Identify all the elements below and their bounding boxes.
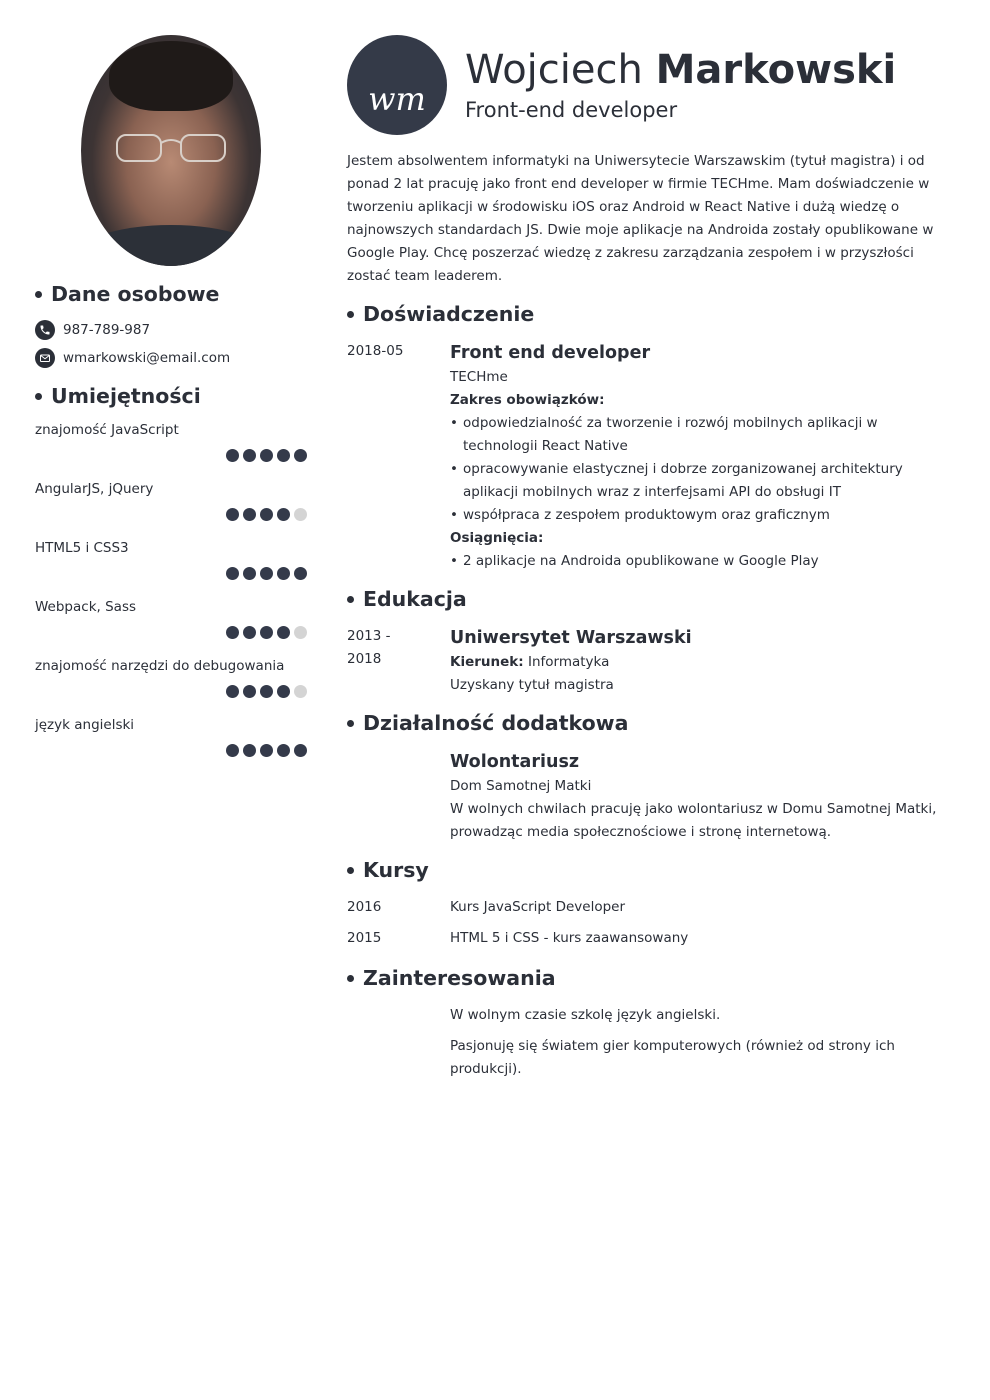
profile-photo [81, 35, 261, 266]
skill-item [35, 599, 307, 658]
rating-dot-filled [294, 567, 307, 580]
duties-label: Zakres obowiązków: [450, 392, 605, 408]
summary: Jestem absolwentem informatyki na Uniwersytecie Warszawskim (tytuł magistra) i od ponad 2 lat pracuję jako front end developer w firmie TECHme. Mam doświadczenie w tworzeniu aplikacji w środowisku iOS oraz Android w React Native i dużą wiedzę o najnowszych standardach JS. Dwie moje aplikacje na Androida zostały opublikowane w Google Play. Chcę poszerzać wiedzę z zakresu zarządzania zespołem i w przyszłości zostać team leaderem. [347, 153, 934, 284]
course-year: 2016 [347, 899, 382, 915]
skill-rating [222, 744, 307, 757]
rating-dot-filled [277, 626, 290, 639]
activity-heading: Działalność dodatkowa [347, 711, 955, 735]
envelope-icon [35, 348, 55, 368]
rating-dot-filled [243, 685, 256, 698]
interest-text: W wolnym czasie szkolę język angielski. [450, 1007, 721, 1023]
phone-row [35, 316, 307, 344]
skills-list [35, 422, 307, 776]
courses-heading: Kursy [347, 858, 955, 882]
list-item: • 2 aplikacje na Androida opublikowane w Google Play [450, 550, 955, 573]
rating-dot-filled [260, 508, 273, 521]
rating-dot-filled [277, 449, 290, 462]
rating-dot-filled [226, 567, 239, 580]
header [347, 35, 955, 135]
rating-dot-filled [243, 626, 256, 639]
rating-dot-empty [294, 685, 307, 698]
interests-heading: Zainteresowania [347, 966, 955, 990]
rating-dot-filled [243, 567, 256, 580]
skill-name: język angielski [35, 717, 135, 733]
education-date: 2013 - 2018 [347, 628, 391, 667]
monogram-logo: wm [347, 35, 447, 135]
rating-dot-filled [277, 685, 290, 698]
first-name: Wojciech [465, 47, 643, 93]
rating-dot-filled [226, 449, 239, 462]
experience-company: TECHme [450, 369, 508, 385]
course-name: HTML 5 i CSS - kurs zaawansowany [450, 930, 689, 946]
education-entry [347, 625, 955, 697]
course-year: 2015 [347, 930, 382, 946]
experience-title: Front end developer [450, 343, 651, 363]
skill-item [35, 658, 307, 717]
rating-dot-filled [243, 508, 256, 521]
rating-dot-filled [260, 744, 273, 757]
rating-dot-filled [260, 449, 273, 462]
rating-dot-filled [243, 449, 256, 462]
skill-item [35, 717, 307, 776]
rating-dot-filled [277, 508, 290, 521]
rating-dot-filled [260, 567, 273, 580]
achievements-list [450, 550, 955, 573]
degree: Uzyskany tytuł magistra [450, 677, 614, 693]
rating-dot-filled [243, 744, 256, 757]
rating-dot-filled [277, 744, 290, 757]
rating-dot-filled [226, 626, 239, 639]
rating-dot-filled [294, 449, 307, 462]
experience-date: 2018-05 [347, 343, 404, 359]
interest-entry [347, 1035, 955, 1081]
personal-heading: Dane osobowe [35, 282, 307, 306]
rating-dot-empty [294, 626, 307, 639]
phone-icon [35, 320, 55, 340]
email-row [35, 344, 307, 372]
rating-dot-filled [226, 685, 239, 698]
experience-entry [347, 340, 955, 573]
skill-name: znajomość JavaScript [35, 422, 179, 438]
skill-rating [222, 626, 307, 639]
list-item: • opracowywanie elastycznej i dobrze zorganizowanej architektury aplikacji mobilnych wraz z interfejsami API do obsługi IT [450, 458, 955, 504]
email-text: wmarkowski@email.com [63, 350, 231, 366]
skill-name: Webpack, Sass [35, 599, 137, 615]
list-item: • współpraca z zespołem produktowym oraz graficznym [450, 504, 955, 527]
rating-dot-filled [260, 685, 273, 698]
activity-place: Dom Samotnej Matki [450, 778, 592, 794]
skills-heading: Umiejętności [35, 384, 307, 408]
sidebar [35, 35, 307, 776]
list-item: • odpowiedzialność za tworzenie i rozwój mobilnych aplikacji w technologii React Native [450, 412, 955, 458]
skill-name: znajomość narzędzi do debugowania [35, 658, 285, 674]
achievements-label: Osiągnięcia: [450, 530, 544, 546]
job-title: Front-end developer [465, 98, 678, 122]
last-name: Markowski [655, 47, 897, 93]
interest-text: Pasjonuję się światem gier komputerowych (również od strony ich produkcji). [450, 1038, 895, 1077]
interest-entry [347, 1004, 955, 1027]
skill-item [35, 422, 307, 481]
rating-dot-filled [277, 567, 290, 580]
skill-rating [222, 685, 307, 698]
skill-item [35, 540, 307, 599]
course-entry [347, 927, 955, 950]
field-of-study: Kierunek: Informatyka [450, 654, 610, 670]
phone-text: 987-789-987 [63, 322, 151, 338]
full-name [465, 48, 896, 92]
school-name: Uniwersytet Warszawski [450, 628, 692, 648]
activity-description: W wolnych chwilach pracuję jako wolontariusz w Domu Samotnej Matki, prowadząc media społecznościowe i stronę internetową. [450, 801, 937, 840]
rating-dot-filled [260, 626, 273, 639]
skill-rating [222, 508, 307, 521]
rating-dot-filled [294, 744, 307, 757]
education-heading: Edukacja [347, 587, 955, 611]
duties-list [450, 412, 955, 527]
skill-name: AngularJS, jQuery [35, 481, 154, 497]
rating-dot-filled [226, 508, 239, 521]
rating-dot-empty [294, 508, 307, 521]
main-content [347, 35, 955, 1081]
skill-item [35, 481, 307, 540]
activity-entry [347, 749, 955, 844]
rating-dot-filled [226, 744, 239, 757]
course-entry [347, 896, 955, 919]
experience-heading: Doświadczenie [347, 302, 955, 326]
course-name: Kurs JavaScript Developer [450, 899, 626, 915]
skill-rating [222, 567, 307, 580]
skill-rating [222, 449, 307, 462]
skill-name: HTML5 i CSS3 [35, 540, 129, 556]
activity-title: Wolontariusz [450, 752, 580, 772]
